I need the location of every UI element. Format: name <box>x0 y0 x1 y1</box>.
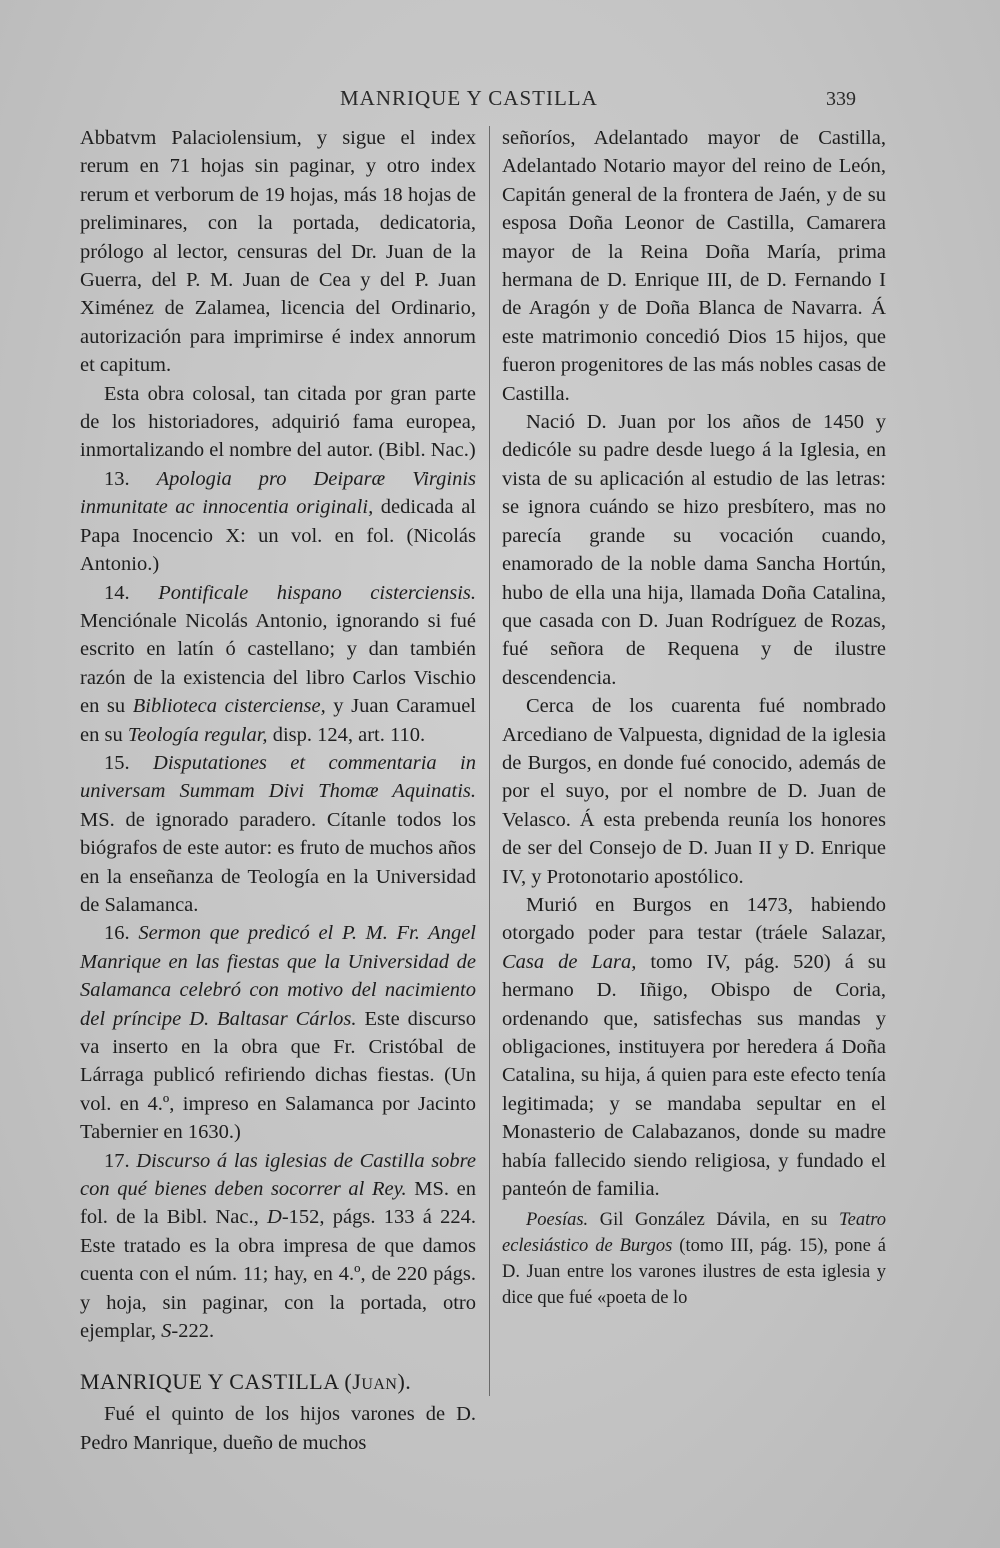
item-number: 17. <box>104 1149 130 1172</box>
book-title: Teología regular, <box>127 723 268 746</box>
running-head <box>0 86 1000 116</box>
item-number: 15. <box>104 751 130 774</box>
item-text: disp. 124, art. 110. <box>267 723 426 746</box>
paragraph: Fué el quinto de los hijos varones de D. Pedro Manrique, dueño de muchos <box>80 1403 476 1454</box>
entry-heading: MANRIQUE Y CASTILLA (JUAN). <box>80 1369 412 1395</box>
item-title: Apologia pro Deiparæ Virginis inmunitate ac innocentia originali, <box>80 467 477 519</box>
right-column <box>502 124 886 1311</box>
item-title: Sermon que predicó el P. M. Fr. Angel Manrique en las fiestas que la Universidad de Salamanca celebró con motivo del nacimiento del príncipe D. Baltasar Cárlos. <box>80 922 477 1030</box>
paragraph: Esta obra colosal, tan citada por gran parte de los historiadores, adquirió fama europea, inmortalizando el nombre del autor. (Bibl. Nac.) <box>80 382 476 462</box>
item-15 <box>80 749 476 919</box>
item-text: Este discurso va inserto en la obra que Fr. Cristóbal de Lárraga publicó refiriendo dichas fiestas. (Un vol. en 4.º, impreso en Salamanca por Jacinto Tabernier en 1630.) <box>80 1007 477 1144</box>
item-16 <box>80 919 476 1146</box>
paragraph: Abbatvm Palaciolensium, y sigue el index rerum en 71 hojas sin paginar, y otro index rerum et verborum de 19 hojas, más 18 hojas de preliminares, con la portada, dedicatoria, prólogo al lector, censuras del Dr. Juan de la Guerra, del P. M. Juan de Cea y del P. Juan Ximénez de Zalamea, licencia del Ordinario, autorización para imprimirse é index annorum et capitum. <box>80 127 476 377</box>
item-title: Discurso á las iglesias de Castilla sobre con qué bienes deben socorrer al Rey. <box>80 1149 476 1201</box>
item-text: dedicada al Papa Inocencio X: un vol. en fol. (Nicolás Antonio.) <box>80 496 476 576</box>
item-text: -152, págs. 133 á 224. Este tratado es la obra impresa de que damos cuenta con el núm. 11; hay, en 4.º, de 220 págs. y hoja, sin paginar, con la portada, otro ejemplar, <box>80 1206 476 1343</box>
page-number: 339 <box>826 88 856 110</box>
item-number: 16. <box>104 922 130 945</box>
shelfmark-letter: D <box>267 1206 282 1229</box>
item-number: 13. <box>104 467 130 490</box>
running-title: MANRIQUE Y CASTILLA <box>340 86 598 110</box>
item-13 <box>80 465 476 579</box>
paragraph: Nació D. Juan por los años de 1450 y dedicóle su padre desde luego á la Iglesia, en vista de su aplicación al estudio de las letras: se ignora cuándo se hizo presbítero, mas no parecía grande su vocación cuando, enamorado de la noble dama Sancha Hortún, hubo de ella una hija, llamada Doña Catalina, que casada con D. Juan Rodríguez de Rozas, fué señora de Requena y de ilustre descendencia. <box>502 411 886 689</box>
paragraph: Cerca de los cuarenta fué nombrado Arcediano de Valpuesta, dignidad de la iglesia de Burgos, en donde fué conocido, además de por el suyo, por el nombre de D. Juan de Velasco. Á esta prebenda reunía los honores de ser del Consejo de D. Juan II y D. Enrique IV, y Protonotario apostólico. <box>502 695 886 888</box>
item-text: MS. de ignorado paradero. Cítanle todos los biógrafos de este autor: es fruto de muchos años en la enseñanza de Teología en la Universidad de Salamanca. <box>80 808 476 916</box>
item-text: -222. <box>171 1320 215 1343</box>
book-title: Biblioteca cisterciense, <box>132 695 326 718</box>
item-text: MS. en fol. de la Bibl. Nac., <box>80 1178 476 1229</box>
paragraph: Murió en Burgos en 1473, habiendo otorgado poder para testar (tráele Salazar, Casa de Lara, tomo IV, pág. 520) á su hermano D. Iñigo, Obispo de Coria, ordenando que, satisfechas sus mandas y obligaciones, instituyera por heredera á Doña Catalina, su hija, á quien para este efecto tenía legitimada; y se mandaba sepultar en el Monasterio de Calabazanos, donde su madre había fallecido siendo religiosa, y fundado el panteón de familia. <box>502 893 886 1201</box>
item-text: Menciónale Nicolás Antonio, ignorando si fué escrito en latín ó castellano; y dan también razón de la existencia del libro Carlos Vischio en su <box>80 609 476 718</box>
item-title: Disputationes et commentaria in universam Summam Divi Thomæ Aquinatis. <box>80 751 476 803</box>
item-title: Pontificale hispano cisterciensis. <box>158 581 477 604</box>
item-17 <box>80 1147 476 1346</box>
shelfmark-letter: S <box>161 1320 172 1343</box>
left-column <box>80 124 476 1457</box>
poesias-paragraph: Poesías. Gil González Dávila, en su Teatro eclesiástico de Burgos (tomo III, pág. 15), pone á D. Juan entre los varones ilustres de esta iglesia y dice que fué «poeta de lo <box>502 1210 886 1309</box>
item-14 <box>80 579 476 749</box>
item-number: 14. <box>104 581 130 604</box>
book-title: Teatro eclesiástico de Burgos <box>502 1210 886 1257</box>
paragraph: señoríos, Adelantado mayor de Castilla, Adelantado Notario mayor del reino de León, Capitán general de la frontera de Jaén, y de su esposa Doña Leonor de Castilla, Camarera mayor de la Reina Doña María, prima hermana de D. Enrique III, de D. Fernando I de Aragón y de Doña Blanca de Navarra. Á este matrimonio concedió Dios 15 hijos, que fueron progenitores de las más nobles casas de Castilla. <box>502 127 886 405</box>
item-text: y Juan Caramuel en su <box>80 695 476 746</box>
section-label: Poesías. <box>526 1210 589 1231</box>
book-title: Casa de Lara, <box>502 950 637 973</box>
column-rule <box>489 126 490 1396</box>
